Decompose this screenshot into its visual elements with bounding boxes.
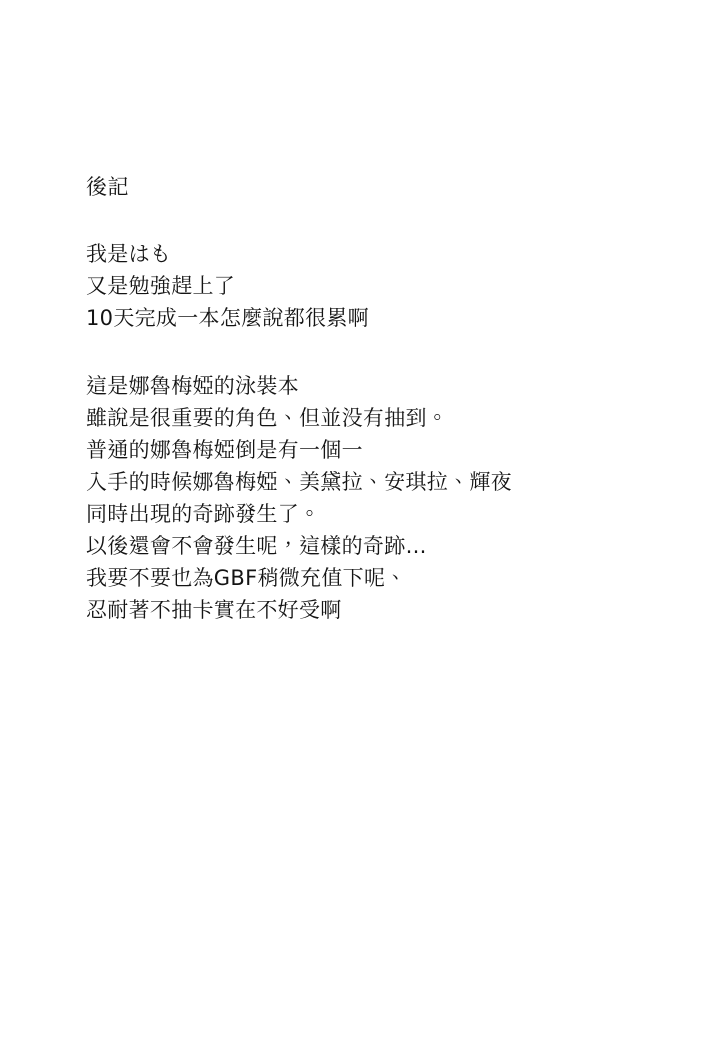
afterword-block: [86, 172, 684, 626]
text-line: 普通的娜魯梅婭倒是有一個一: [86, 438, 363, 462]
page-title: 後記: [86, 175, 129, 199]
paragraph-intro: [86, 238, 684, 334]
text-line: 10天完成一本怎麼說都很累啊: [86, 306, 369, 330]
text-line: 我是はも: [86, 242, 172, 266]
text-line: 又是勉強趕上了: [86, 274, 236, 298]
text-line: 雖說是很重要的角色、但並没有抽到。: [86, 406, 449, 430]
text-line: 入手的時候娜魯梅婭、美黛拉、安琪拉、輝夜: [86, 470, 512, 494]
text-line: 忍耐著不抽卡實在不好受啊: [86, 598, 342, 622]
text-line: 這是娜魯梅婭的泳裝本: [86, 374, 299, 398]
paragraph-body: [86, 370, 684, 626]
text-line: 我要不要也為GBF稍微充值下呢、: [86, 566, 407, 590]
text-line: 以後還會不會發生呢，這樣的奇跡…: [86, 534, 427, 558]
text-line: 同時出現的奇跡發生了。: [86, 502, 321, 526]
